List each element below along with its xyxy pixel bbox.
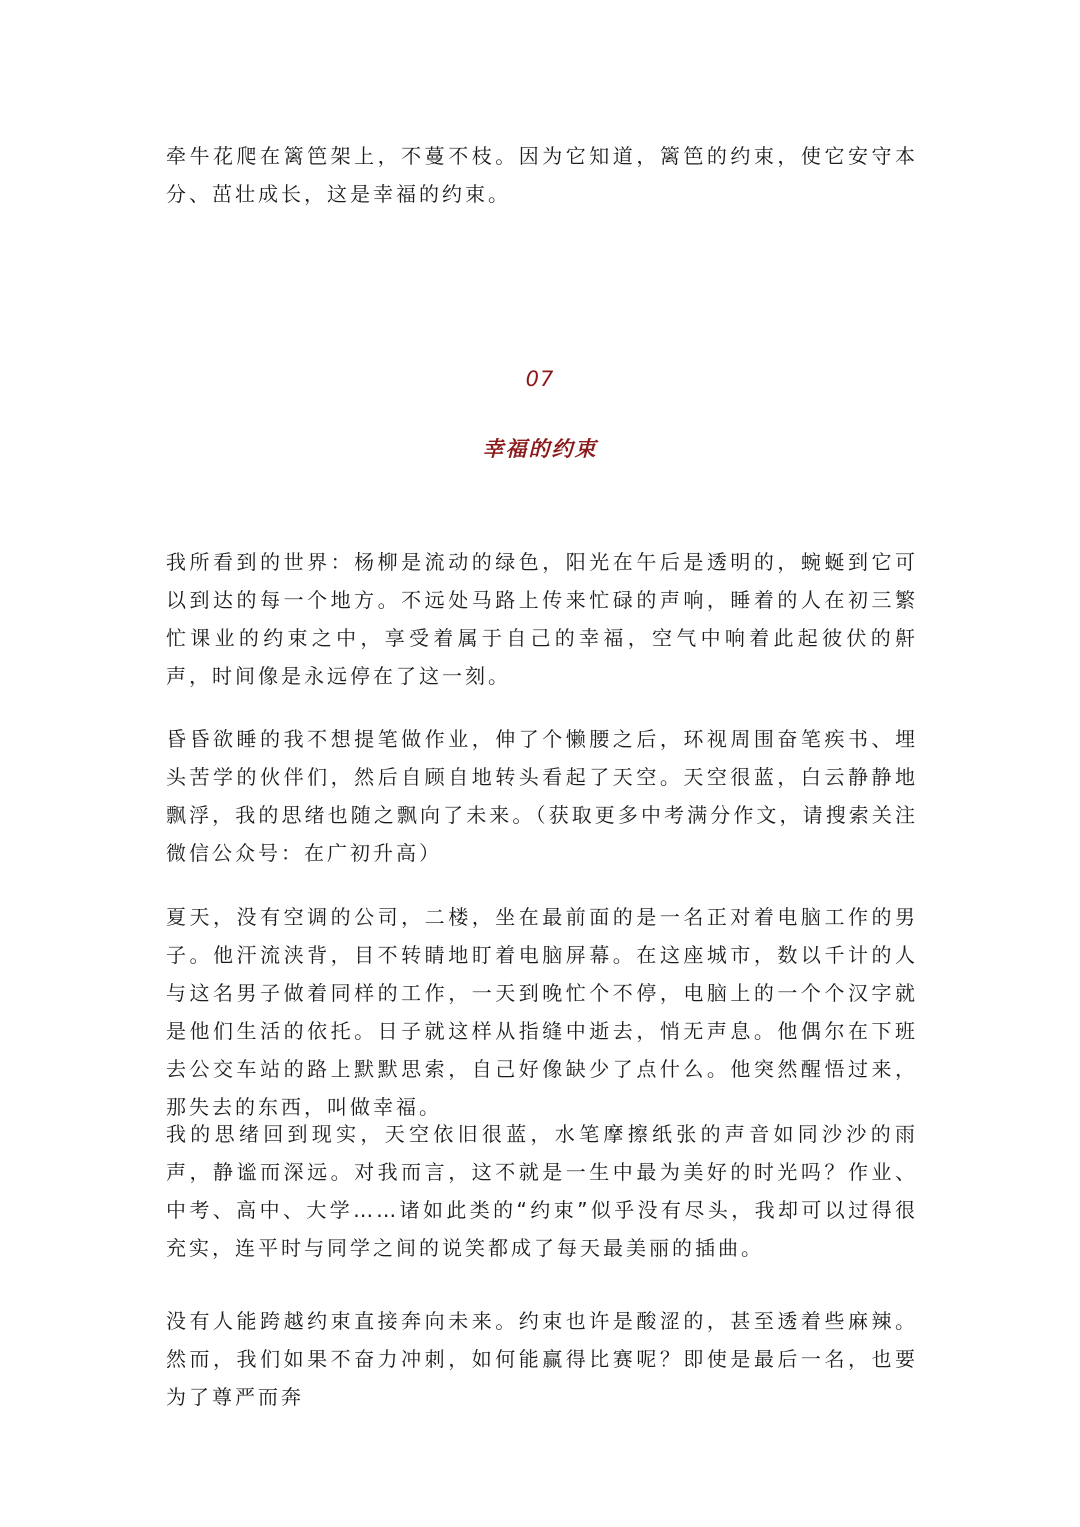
body-paragraph-4: 我的思绪回到现实，天空依旧很蓝，水笔摩擦纸张的声音如同沙沙的雨声，静谧而深远。对我而言，这不就是一生中最为美好的时光吗？作业、中考、高中、大学……诸如此类的“约束”似乎没有尽头，我却可以过得很充实，连平时与同学之间的说笑都成了每天最美丽的插曲。: [166, 1122, 918, 1260]
body-paragraph-3: 夏天，没有空调的公司，二楼，坐在最前面的是一名正对着电脑工作的男子。他汗流浃背，目不转睛地盯着电脑屏幕。在这座城市，数以千计的人与这名男子做着同样的工作，一天到晚忙个不停，电脑上的一个个汉字就是他们生活的依托。日子就这样从指缝中逝去，悄无声息。他偶尔在下班去公交车站的路上默默思索，自己好像缺少了点什么。他突然醒悟过来，那失去的东西，叫做幸福。: [166, 905, 918, 1119]
body-paragraph-5: 没有人能跨越约束直接奔向未来。约束也许是酸涩的，甚至透着些麻辣。然而，我们如果不奋力冲刺，如何能赢得比赛呢？即使是最后一名，也要为了尊严而奔: [166, 1309, 918, 1409]
section-title: 幸福的约束: [482, 437, 598, 461]
section-number: 07: [525, 367, 555, 391]
intro-paragraph: 牵牛花爬在篱笆架上，不蔓不枝。因为它知道，篱笆的约束，使它安守本分、茁壮成长，这是幸福的约束。: [166, 144, 918, 206]
body-paragraph-2: 昏昏欲睡的我不想提笔做作业，伸了个懒腰之后，环视周围奋笔疾书、埋头苦学的伙伴们，然后自顾自地转头看起了天空。天空很蓝，白云静静地飘浮，我的思绪也随之飘向了未来。（获取更多中考满分作文，请搜索关注微信公众号：在广初升高）: [166, 727, 918, 865]
body-paragraph-1: 我所看到的世界：杨柳是流动的绿色，阳光在午后是透明的，蜿蜒到它可以到达的每一个地方。不远处马路上传来忙碌的声响，睡着的人在初三繁忙课业的约束之中，享受着属于自己的幸福，空气中响着此起彼伏的鼾声，时间像是永远停在了这一刻。: [166, 550, 918, 688]
